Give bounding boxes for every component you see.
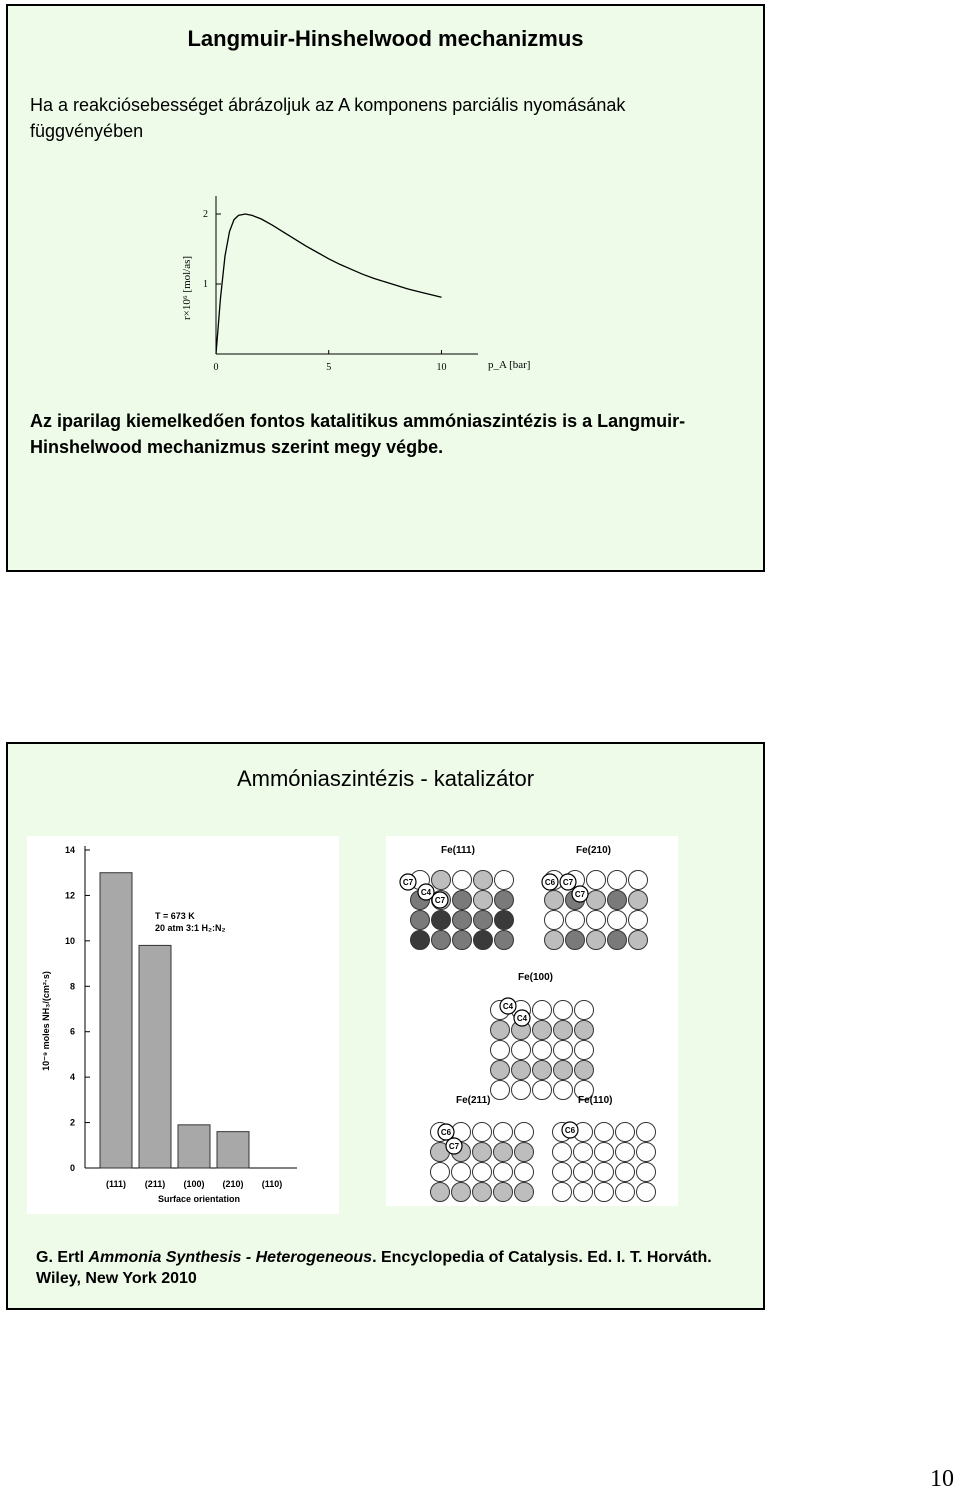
fe-atom: [411, 931, 430, 950]
fe-atom: [411, 911, 430, 930]
rate-curve: [216, 214, 442, 354]
crystal-surfaces-figure: [386, 836, 678, 1206]
fe-atom: [494, 1163, 513, 1182]
fe-atom: [453, 891, 472, 910]
x-tick-label: 10: [436, 362, 447, 373]
x-tick-label: 5: [326, 362, 332, 373]
fe-atom: [587, 871, 606, 890]
site-label: C4: [502, 1002, 514, 1011]
x-axis-label: p_A [bar]: [488, 359, 531, 371]
fe-atom: [473, 1183, 492, 1202]
fe-atom: [587, 891, 606, 910]
fe-atom: [554, 1041, 573, 1060]
fe-atom: [495, 871, 514, 890]
fe-atom: [595, 1183, 614, 1202]
fe-atom: [616, 1183, 635, 1202]
fe-atom: [608, 911, 627, 930]
fe-atom: [608, 891, 627, 910]
surface-panel-fe210: [542, 845, 648, 950]
pressure-annotation: 20 atm 3:1 H₂:N₂: [155, 923, 226, 933]
fe-atom: [616, 1163, 635, 1182]
fe-atom: [432, 931, 451, 950]
slide-langmuir: [6, 4, 765, 572]
fe-atom: [554, 1061, 573, 1080]
surface-panel-fe100: [491, 972, 594, 1100]
fe-atom: [629, 871, 648, 890]
fe-atom: [608, 931, 627, 950]
fe-atom: [574, 1163, 593, 1182]
bar-211: [139, 945, 171, 1168]
slide-catalyst: [6, 742, 765, 1310]
y-tick-label: 4: [69, 1072, 75, 1083]
fe-atom: [575, 1021, 594, 1040]
fe-atom: [453, 911, 472, 930]
fe-atom: [574, 1143, 593, 1162]
fe-atom: [495, 931, 514, 950]
fe-atom: [554, 1081, 573, 1100]
fe-atom: [512, 1061, 531, 1080]
y-axis-label: 10⁻⁹ moles NH₃/(cm²·s): [41, 971, 51, 1071]
surface-label: Fe(100): [518, 972, 554, 983]
page-number: 10: [930, 1466, 954, 1492]
site-label: C7: [402, 878, 414, 887]
fe-atom: [495, 891, 514, 910]
fe-atom: [545, 931, 564, 950]
fe-atom: [553, 1143, 572, 1162]
fe-atom: [637, 1123, 656, 1142]
fe-atom: [533, 1081, 552, 1100]
fe-atom: [473, 1123, 492, 1142]
body-text: Az iparilag kiemelkedően fontos katalitikus ammóniaszintézis is a Langmuir-Hinshelwood mechanizmus szerint megy végbe.: [30, 411, 686, 457]
fe-atom: [637, 1143, 656, 1162]
ref-title: Ammonia Synthesis - Heterogeneous: [88, 1249, 373, 1266]
fe-atom: [637, 1163, 656, 1182]
bar-210: [217, 1132, 249, 1168]
fe-atom: [432, 911, 451, 930]
fe-atom: [453, 871, 472, 890]
temperature-annotation: T = 673 K: [155, 911, 195, 921]
surface-label: Fe(210): [576, 845, 612, 856]
fe-atom: [474, 911, 493, 930]
category-label: (100): [183, 1179, 205, 1189]
fe-atom: [495, 911, 514, 930]
bar-chart-figure: [27, 836, 339, 1214]
y-tick-label: 14: [64, 845, 75, 855]
y-tick-label: 8: [69, 981, 75, 992]
fe-atom: [494, 1123, 513, 1142]
fe-atom: [545, 911, 564, 930]
y-tick-label: 6: [69, 1026, 75, 1037]
site-label: C7: [448, 1142, 460, 1151]
y-tick-label: 2: [203, 209, 208, 220]
fe-atom: [452, 1183, 471, 1202]
site-label: C4: [420, 888, 432, 897]
fe-atom: [533, 1061, 552, 1080]
fe-atom: [553, 1183, 572, 1202]
fe-atom: [575, 1041, 594, 1060]
fe-atom: [629, 931, 648, 950]
nh3-rate-bar-chart: [27, 836, 339, 1214]
fe-atom: [629, 911, 648, 930]
slide-title: Ammóniaszintézis - katalizátor: [236, 766, 535, 791]
fe-atom: [474, 891, 493, 910]
x-axis-label: Surface orientation: [157, 1194, 241, 1204]
bar-111: [100, 873, 132, 1168]
fe-atom: [533, 1001, 552, 1020]
site-label: C4: [516, 1014, 528, 1023]
fe-atom: [431, 1183, 450, 1202]
fe-atom: [574, 1183, 593, 1202]
fe-atom: [608, 871, 627, 890]
fe-atom: [515, 1143, 534, 1162]
surface-panel-fe110: [553, 1095, 656, 1202]
fe-atom: [491, 1041, 510, 1060]
site-label: C6: [564, 1126, 576, 1135]
site-label: C7: [434, 896, 446, 905]
category-label: (111): [105, 1179, 127, 1189]
slide-title: Langmuir-Hinshelwood mechanizmus: [187, 26, 584, 51]
fe-atom: [474, 931, 493, 950]
fe-atom: [595, 1123, 614, 1142]
fe-atom: [515, 1183, 534, 1202]
fe-atom: [587, 931, 606, 950]
fe-atom: [629, 891, 648, 910]
y-axis-label: r×10⁶ [mol/as]: [181, 255, 193, 321]
y-tick-label: 1: [203, 279, 208, 290]
site-label: C6: [440, 1128, 452, 1137]
y-tick-label: 0: [69, 1163, 75, 1173]
ref-details: . Encyclopedia of Catalysis. Ed. I. T. Horváth. Wiley, New York 2010: [36, 1249, 712, 1287]
fe-atom: [595, 1143, 614, 1162]
bar-100: [178, 1125, 210, 1168]
reference-citation: [36, 1247, 736, 1289]
fe-atom: [533, 1021, 552, 1040]
category-label: (211): [144, 1179, 166, 1189]
intro-text: Ha a reakciósebességet ábrázoljuk az A komponens parciális nyomásának függvényében: [30, 95, 626, 141]
fe-atom: [637, 1183, 656, 1202]
site-label: C7: [562, 878, 574, 887]
fe-atom: [512, 1041, 531, 1060]
fe-atom: [473, 1143, 492, 1162]
fe-atom: [616, 1143, 635, 1162]
fe-atom: [566, 931, 585, 950]
y-tick-label: 2: [69, 1117, 75, 1128]
fe-atom: [553, 1163, 572, 1182]
y-tick-label: 12: [64, 890, 75, 901]
fe-atom: [566, 911, 585, 930]
fe-atom: [515, 1163, 534, 1182]
surface-panel-fe211: [431, 1095, 534, 1202]
fe-atom: [431, 1163, 450, 1182]
fe-atom: [453, 931, 472, 950]
fe-atom: [491, 1021, 510, 1040]
category-label: (210): [222, 1179, 244, 1189]
fe-atom: [554, 1021, 573, 1040]
category-label: (110): [261, 1179, 283, 1189]
fe-atom: [491, 1061, 510, 1080]
fe-atom: [533, 1041, 552, 1060]
fe-atom: [494, 1183, 513, 1202]
ref-author: G. Ertl: [36, 1249, 89, 1266]
fe-atom: [575, 1061, 594, 1080]
fe-atom: [452, 1163, 471, 1182]
surface-label: Fe(110): [578, 1095, 613, 1106]
surface-label: Fe(111): [441, 845, 475, 856]
surface-label: Fe(211): [456, 1095, 491, 1106]
fe-atom: [515, 1123, 534, 1142]
rate-pressure-chart: [168, 188, 548, 380]
fe-atom: [494, 1143, 513, 1162]
site-label: C6: [544, 878, 556, 887]
fe-atom: [432, 871, 451, 890]
fe-atom: [575, 1001, 594, 1020]
fe-atom: [554, 1001, 573, 1020]
surface-panel-fe111: [400, 845, 514, 950]
fe-atom: [616, 1123, 635, 1142]
y-tick-label: 10: [64, 935, 75, 946]
fe-surface-models: [386, 836, 678, 1206]
fe-atom: [587, 911, 606, 930]
site-label: C7: [574, 890, 586, 899]
fe-atom: [473, 1163, 492, 1182]
fe-atom: [512, 1081, 531, 1100]
fe-atom: [491, 1081, 510, 1100]
fe-atom: [545, 891, 564, 910]
x-tick-label: 0: [213, 362, 219, 373]
fe-atom: [474, 871, 493, 890]
fe-atom: [595, 1163, 614, 1182]
